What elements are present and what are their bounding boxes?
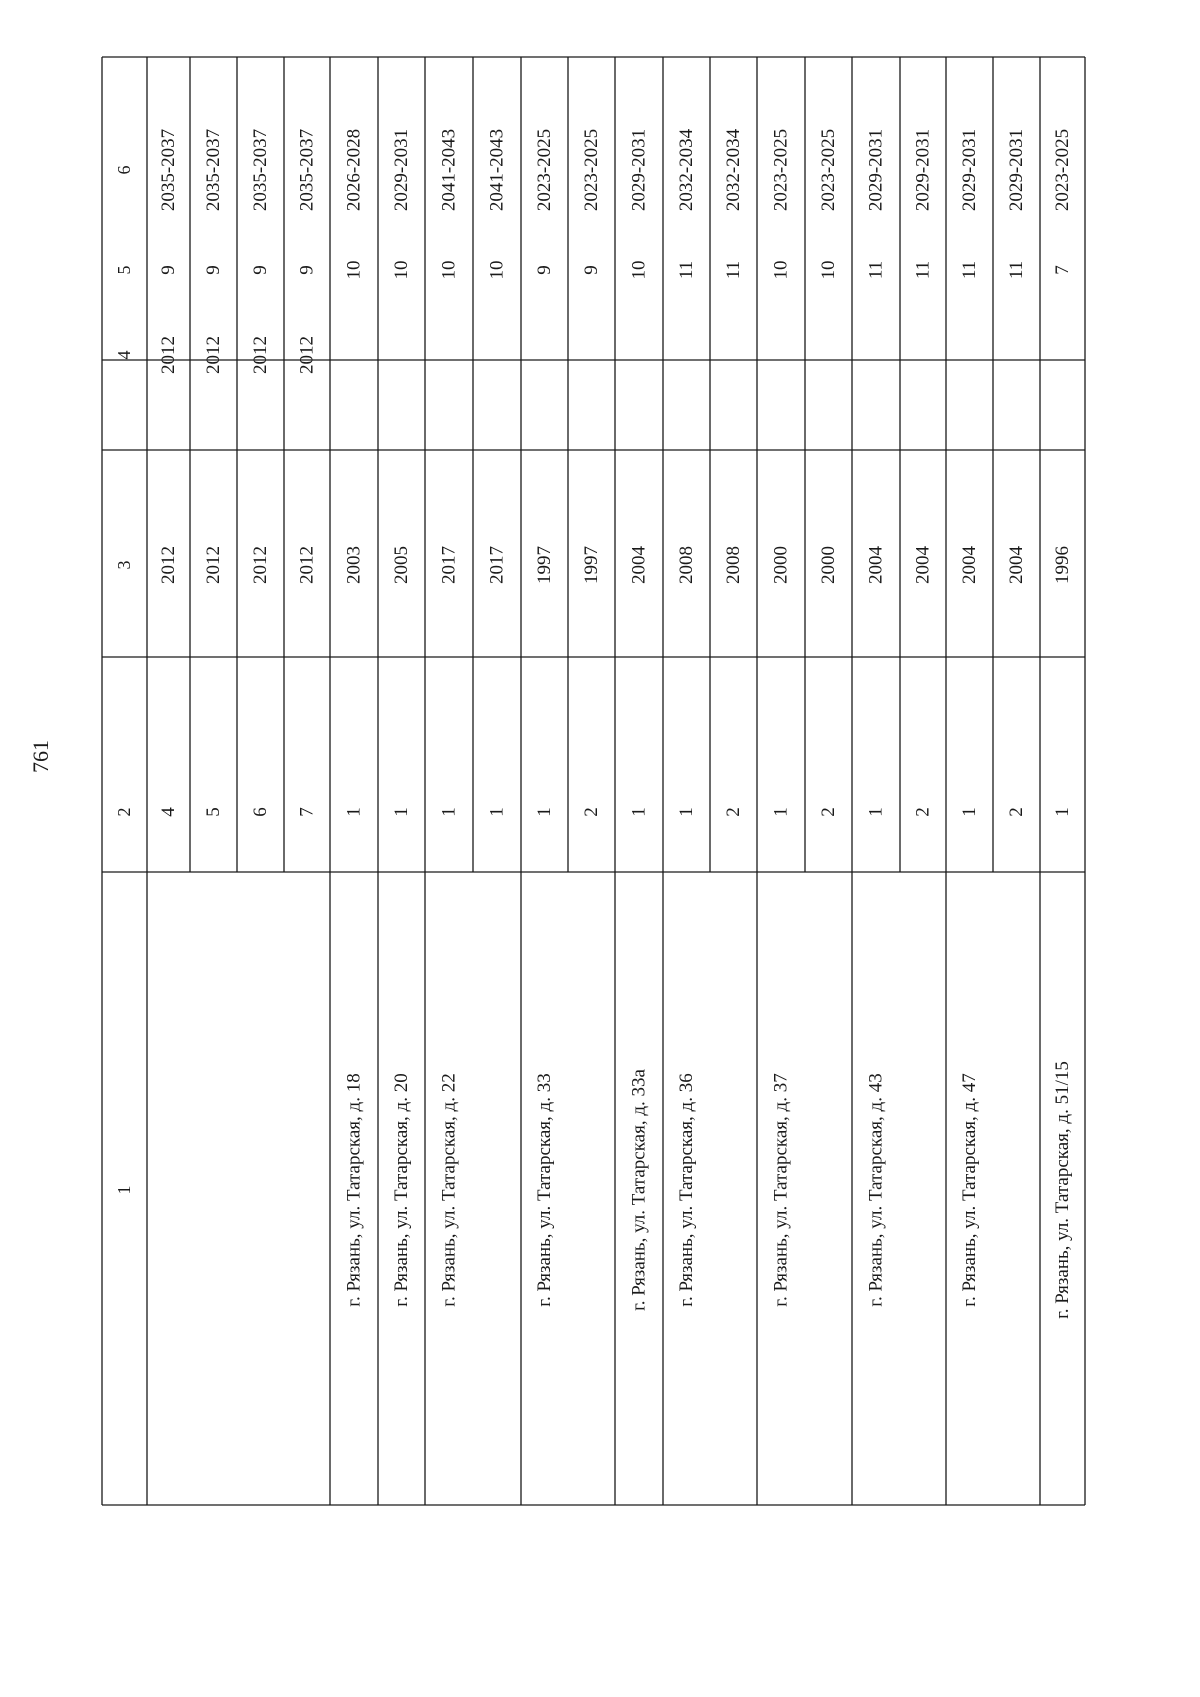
cell-period: 2041-2043 bbox=[486, 128, 508, 212]
cell-year-built: 2004 bbox=[1006, 546, 1027, 584]
cell-floors: 9 bbox=[203, 265, 224, 275]
cell-period: 2029-2031 bbox=[912, 128, 934, 212]
cell-floors: 11 bbox=[912, 260, 934, 280]
cell-address: г. Рязань, ул. Татарская, д. 36 bbox=[676, 1073, 697, 1307]
cell-floors: 11 bbox=[1006, 260, 1027, 280]
cell-year-built: 1996 bbox=[1052, 546, 1073, 584]
cell-entrance: 1 bbox=[343, 807, 365, 817]
cell-year-built: 2003 bbox=[343, 546, 365, 584]
cell-period: 2023-2025 bbox=[581, 128, 602, 212]
cell-period: 2023-2025 bbox=[770, 128, 792, 212]
cell-entrance: 1 bbox=[486, 807, 508, 817]
cell-period: 2029-2031 bbox=[391, 128, 412, 212]
cell-period: 2029-2031 bbox=[865, 128, 887, 212]
cell-entrance: 5 bbox=[203, 807, 224, 817]
cell-period: 2026-2028 bbox=[343, 128, 365, 212]
cell-period: 2029-2031 bbox=[959, 128, 980, 212]
cell-floors: 10 bbox=[770, 260, 792, 280]
cell-floors: 10 bbox=[438, 260, 460, 280]
cell-period: 2032-2034 bbox=[723, 128, 744, 212]
cell-floors: 10 bbox=[818, 260, 839, 280]
cell-year-built: 2004 bbox=[865, 546, 887, 584]
column-header-5: 5 bbox=[114, 265, 134, 275]
cell-year-built: 2012 bbox=[296, 546, 318, 584]
cell-period: 2035-2037 bbox=[250, 128, 271, 212]
cell-floors: 9 bbox=[534, 265, 555, 275]
cell-address: г. Рязань, ул. Татарская, д. 33 bbox=[534, 1073, 555, 1307]
cell-year-built: 2005 bbox=[391, 546, 412, 584]
cell-year-built: 2012 bbox=[203, 546, 224, 584]
cell-year-overhaul: 2012 bbox=[158, 336, 179, 374]
column-header-1: 1 bbox=[114, 1185, 134, 1195]
cell-period: 2035-2037 bbox=[296, 128, 318, 212]
cell-entrance: 1 bbox=[770, 807, 792, 817]
cell-floors: 11 bbox=[676, 260, 697, 280]
cell-entrance: 1 bbox=[1052, 807, 1073, 817]
cell-year-built: 1997 bbox=[581, 546, 602, 584]
cell-entrance: 2 bbox=[581, 807, 602, 817]
cell-period: 2035-2037 bbox=[158, 128, 179, 212]
cell-floors: 11 bbox=[723, 260, 744, 280]
cell-entrance: 1 bbox=[438, 807, 460, 817]
cell-year-built: 2017 bbox=[486, 546, 508, 584]
cell-floors: 10 bbox=[628, 260, 650, 280]
cell-floors: 11 bbox=[865, 260, 887, 280]
cell-address: г. Рязань, ул. Татарская, д. 37 bbox=[770, 1073, 792, 1307]
cell-floors: 11 bbox=[959, 260, 980, 280]
cell-entrance: 7 bbox=[296, 807, 318, 817]
page-number: 761 bbox=[28, 740, 53, 773]
cell-floors: 9 bbox=[581, 265, 602, 275]
cell-entrance: 1 bbox=[628, 807, 650, 817]
cell-address: г. Рязань, ул. Татарская, д. 20 bbox=[391, 1073, 412, 1307]
cell-period: 2023-2025 bbox=[534, 128, 555, 212]
cell-floors: 10 bbox=[391, 260, 412, 280]
cell-year-built: 1997 bbox=[534, 546, 555, 584]
cell-year-overhaul: 2012 bbox=[250, 336, 271, 374]
cell-year-built: 2017 bbox=[438, 546, 460, 584]
cell-year-built: 2004 bbox=[628, 546, 650, 584]
cell-address: г. Рязань, ул. Татарская, д. 47 bbox=[959, 1073, 980, 1307]
cell-address: г. Рязань, ул. Татарская, д. 33а bbox=[628, 1069, 650, 1311]
cell-year-built: 2000 bbox=[818, 546, 839, 584]
cell-year-built: 2000 bbox=[770, 546, 792, 584]
cell-period: 2035-2037 bbox=[203, 128, 224, 212]
column-header-6: 6 bbox=[114, 165, 134, 175]
cell-year-built: 2004 bbox=[912, 546, 934, 584]
cell-entrance: 1 bbox=[534, 807, 555, 817]
column-header-4: 4 bbox=[114, 350, 134, 360]
cell-year-overhaul: 2012 bbox=[203, 336, 224, 374]
cell-floors: 9 bbox=[296, 265, 318, 275]
cell-floors: 10 bbox=[343, 260, 365, 280]
cell-year-built: 2012 bbox=[158, 546, 179, 584]
cell-entrance: 2 bbox=[1006, 807, 1027, 817]
cell-floors: 7 bbox=[1052, 265, 1073, 275]
cell-floors: 9 bbox=[250, 265, 271, 275]
cell-year-built: 2004 bbox=[959, 546, 980, 584]
cell-address: г. Рязань, ул. Татарская, д. 51/15 bbox=[1052, 1061, 1073, 1319]
cell-entrance: 1 bbox=[391, 807, 412, 817]
cell-period: 2029-2031 bbox=[628, 128, 650, 212]
cell-entrance: 6 bbox=[250, 807, 271, 817]
cell-year-overhaul: 2012 bbox=[296, 336, 318, 374]
cell-entrance: 1 bbox=[959, 807, 980, 817]
cell-entrance: 4 bbox=[158, 807, 179, 817]
cell-entrance: 2 bbox=[723, 807, 744, 817]
cell-year-built: 2008 bbox=[676, 546, 697, 584]
cell-period: 2023-2025 bbox=[1052, 128, 1073, 212]
cell-address: г. Рязань, ул. Татарская, д. 43 bbox=[865, 1073, 887, 1307]
cell-period: 2041-2043 bbox=[438, 128, 460, 212]
cell-floors: 10 bbox=[486, 260, 508, 280]
cell-year-built: 2012 bbox=[250, 546, 271, 584]
cell-floors: 9 bbox=[158, 265, 179, 275]
cell-period: 2023-2025 bbox=[818, 128, 839, 212]
cell-entrance: 2 bbox=[818, 807, 839, 817]
cell-address: г. Рязань, ул. Татарская, д. 22 bbox=[438, 1073, 460, 1307]
cell-period: 2032-2034 bbox=[676, 128, 697, 212]
cell-period: 2029-2031 bbox=[1006, 128, 1027, 212]
column-header-3: 3 bbox=[114, 560, 134, 570]
cell-entrance: 1 bbox=[676, 807, 697, 817]
column-header-2: 2 bbox=[114, 807, 134, 817]
cell-entrance: 2 bbox=[912, 807, 934, 817]
cell-entrance: 1 bbox=[865, 807, 887, 817]
cell-address: г. Рязань, ул. Татарская, д. 18 bbox=[343, 1073, 365, 1307]
cell-year-built: 2008 bbox=[723, 546, 744, 584]
